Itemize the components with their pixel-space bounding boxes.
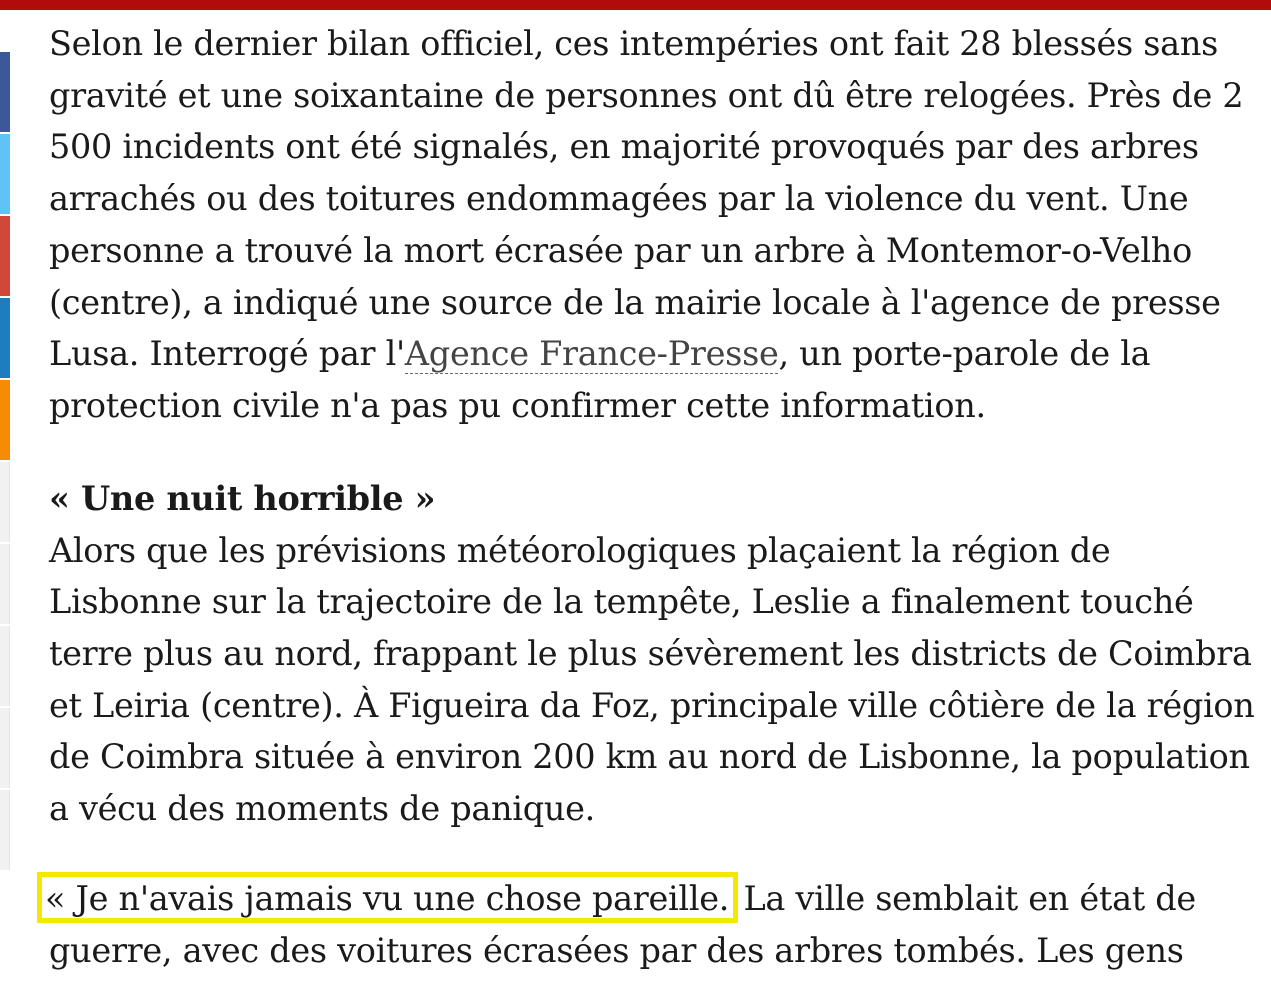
article-paragraph: Alors que les prévisions météorologiques plaçaient la région de Lisbonne sur la trajectoire de la tempête, Leslie a finalement touché terre plus au nord, frappant le plus sévèrement les districts de Coimbra et Leiria (centre). À Figueira da Foz, principale ville côtière de la région de Coimbra située à environ 200 km au nord de Lisbonne, la population a vécu des moments de panique. [49, 530, 1255, 829]
rss-share-button[interactable] [0, 380, 10, 460]
share-slot [0, 544, 10, 624]
share-slot [0, 626, 10, 706]
article-paragraph: « Je n'avais jamais vu une chose pareille. La ville semblait en état de guerre, avec des voitures écrasées par des arbres tombés. Les gens [49, 873, 1264, 976]
share-slot [0, 462, 10, 542]
share-slot [0, 790, 10, 870]
paragraph-spacer [49, 835, 1264, 873]
article-body [45, 18, 1264, 976]
section-heading: « Une nuit horrible » [49, 478, 436, 518]
linkedin-share-button[interactable] [0, 298, 10, 378]
paragraph-spacer [49, 432, 1264, 473]
agence-france-presse-link[interactable]: Agence France-Presse [404, 334, 779, 374]
facebook-share-button[interactable] [0, 52, 10, 132]
article-paragraph: Selon le dernier bilan officiel, ces intempéries ont fait 28 blessés sans gravité et une soixantaine de personnes ont dû être relogées. Près de 2 500 incidents ont été signalés, en majorité provoqués par des arbres arrachés ou des toitures endommagées par la violence du vent. Une personne a trouvé la mort écrasée par un arbre à Montemor-o-Velho (centre), a indiqué une source de la mairie locale à l'agence de presse Lusa. Interrogé par l'Agence France-Presse, un porte-parole de la protection civile n'a pas pu confirmer cette information. [49, 24, 1244, 425]
google-plus-share-button[interactable] [0, 216, 10, 296]
highlighted-quote: « Je n'avais jamais vu une chose pareille. [42, 877, 733, 918]
share-sidebar [0, 52, 10, 872]
share-slot [0, 708, 10, 788]
twitter-share-button[interactable] [0, 134, 10, 214]
top-accent-bar [0, 0, 1271, 10]
